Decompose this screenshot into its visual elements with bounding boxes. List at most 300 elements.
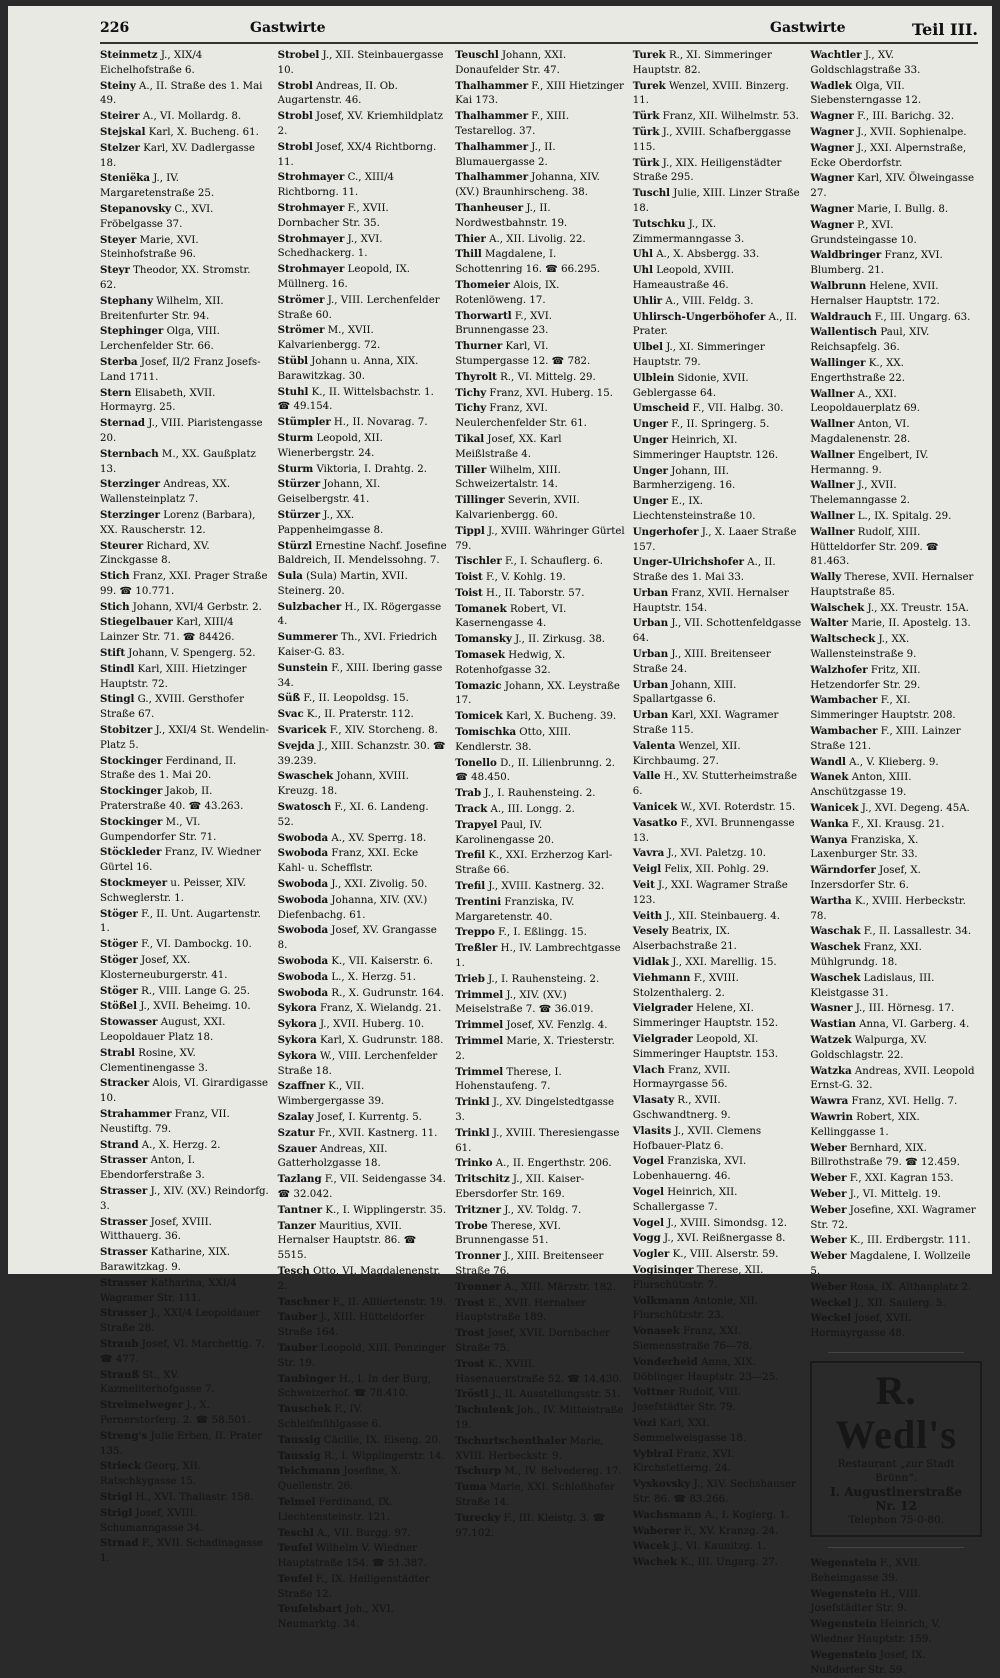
directory-entry: Türk J., XIX. Heiligenstädter Straße 295. [632, 156, 782, 184]
directory-entry: Tischler F., I. Schauflerg. 6. [455, 555, 603, 568]
directory-entry: Urban J., XIII. Breitenseer Straße 24. [632, 648, 771, 675]
directory-entry: Unger-Ulrichshofer A., II. Straße des 1. Mai 33. [632, 556, 776, 584]
directory-column-5-entries [810, 48, 982, 1342]
directory-entry: Swoboda Johanna, XIV. (XV.) Diefenbachg. 61. [277, 893, 428, 921]
directory-entry: Trobe Therese, XVI. Brunnengasse 51. [455, 1219, 561, 1247]
directory-entry: Tritzner J., XV. Toldg. 7. [455, 1203, 582, 1216]
directory-entry: Wärndorfer Josef, X. Inzersdorfer Str. 6. [810, 864, 921, 892]
directory-entry: Wartha K., XVIII. Herbeckstr. 78. [810, 894, 966, 922]
directory-entry: Swatosch F., XI. 6. Landeng. 52. [277, 801, 429, 828]
directory-entry: Tritschitz J., XII. Kaiser-Ebersdorfer Str. 169. [455, 1173, 585, 1200]
directory-entry: Wallner A., XXI. Leopoldauerplatz 69. [810, 387, 921, 415]
directory-entry: Strohmayer F., XVII. Dornbacher Str. 35. [277, 201, 389, 229]
directory-entry: Thyrolt R., VI. Mittelg. 29. [455, 370, 596, 383]
directory-entry: Taubinger H., I. In der Burg, Schweizerhof. ☎ 78.410. [277, 1372, 432, 1400]
directory-entry: Wawra Franz, XVI. Hellg. 7. [810, 1095, 958, 1108]
directory-entry: Teufelsbart Joh., XVI. Neumarktg. 34. [277, 1603, 394, 1631]
directory-entry: Uhlirsch-Ungerböhofer A., II. Prater. [632, 310, 797, 338]
directory-entry: Wastian Anna, VI. Garberg. 4. [810, 1018, 970, 1031]
directory-entry: Waschek Ladislaus, III. Kleistgasse 31. [810, 971, 935, 999]
directory-entry: Stürzer J., XX. Pappenheimgasse 8. [277, 508, 384, 536]
directory-entry: Swoboda K., VII. Kaiserstr. 6. [277, 955, 433, 968]
directory-entry: Vogler K., VIII. Alserstr. 59. [632, 1248, 779, 1261]
directory-entry: Veigl Felix, XII. Pohlg. 29. [632, 863, 769, 876]
directory-entry: Swoboda A., XV. Sperrg. 18. [277, 831, 427, 844]
directory-entry: Strohmayer Leopold, IX. Müllnerg. 16. [277, 263, 410, 290]
directory-entry: Strobl Josef, XV. Kriemhildplatz 2. [277, 110, 444, 137]
directory-entry: Turecky F., III. Kleistg. 3. ☎ 97.102. [455, 1511, 606, 1539]
directory-entry: Vozi Karl, XXI. Semmelweisgasse 18. [632, 1416, 747, 1444]
directory-entry: Summerer Th., XVI. Friedrich Kaiser-G. 83. [277, 631, 438, 659]
directory-entry: Wacek J., VI. Kaunitzg. 1. [632, 1540, 767, 1553]
directory-entry: Strobl Andreas, II. Ob. Augartenstr. 46. [277, 79, 398, 107]
directory-entry: Steniëka J., IV. Margaretenstraße 25. [100, 172, 215, 200]
directory-entry: Weber Rosa, IX. Althanplatz 2. [810, 1280, 972, 1293]
directory-entry: Thier A., XII. Livolig. 22. [455, 232, 586, 245]
page-header [100, 16, 978, 44]
directory-entry: Trentini Franziska, IV. Margaretenstr. 40. [455, 895, 575, 923]
directory-entry: Sula (Sula) Martin, XVII. Steinerg. 20. [277, 570, 408, 597]
directory-entry: Stracker Alois, VI. Girardigasse 10. [100, 1077, 269, 1105]
directory-entry: Vidlak J., XXI. Marellig. 15. [632, 956, 777, 969]
directory-entry: Thalhammer F., XIII Hietzinger Kai 173. [455, 79, 624, 107]
directory-entry: Sterba Josef, II/2 Franz Josefs-Land 1711. [100, 355, 261, 383]
directory-entry: Wallner Engelbert, IV. Hermanng. 9. [810, 448, 929, 476]
directory-entry: Trab J., I. Rauhensteing. 2. [455, 787, 596, 800]
directory-entry: Steyer Marie, XVI. Steinhofstraße 96. [100, 233, 199, 261]
directory-entry: Vlasits J., XVII. Clemens Hofbauer-Platz 6. [632, 1124, 762, 1152]
directory-entry: Wegenstein H., VIII. Josefstädter Str. 9. [810, 1587, 922, 1615]
directory-entry: Szaffner K., VII. Wimbergergasse 39. [277, 1080, 385, 1108]
directory-entry: Urban Karl, XXI. Wagramer Straße 115. [632, 709, 779, 737]
directory-entry: Stiegelbauer Karl, XIII/4 Lainzer Str. 71. ☎ 84426. [100, 616, 235, 644]
directory-entry: Wagner F., III. Barichg. 32. [810, 110, 955, 123]
directory-entry: Strahammer Franz, VII. Neustiftg. 79. [100, 1107, 230, 1135]
directory-entry: Straub Josef, VI. Marchettig. 7. ☎ 477. [100, 1337, 265, 1365]
directory-entry: Walzhofer Fritz, XII. Hetzendorfer Str. 29. [810, 663, 921, 691]
directory-entry: Wanicek J., XVI. Degeng. 45A. [810, 802, 970, 815]
directory-entry: Teichmann Josefine, X. Quellenstr. 26. [277, 1465, 402, 1493]
directory-entry: Taussig R., I. Wipplingerstr. 14. [277, 1449, 445, 1462]
directory-entry: Weber Bernhard, XIX. Billrothstraße 79. ☎ 12.459. [810, 1141, 960, 1169]
directory-entry: Thalhammer J., II. Blumauergasse 2. [455, 140, 556, 168]
directory-entry: Wegenstein F., XVII. Beheimgasse 39. [810, 1556, 922, 1584]
directory-entry: Strigl Josef, XVIII. Schumanngasse 34. [100, 1506, 204, 1534]
directory-entry: Sykora W., VIII. Lerchenfelder Straße 18. [277, 1049, 438, 1077]
directory-entry: Sternad J., VIII. Piaristengasse 20. [100, 417, 263, 444]
directory-entry: Trinko A., II. Engerthstr. 206. [455, 1157, 612, 1170]
directory-entry: Stümpler H., II. Novarag. 7. [277, 416, 428, 429]
directory-entry: Wagner P., XVI. Grundsteingasse 10. [810, 218, 917, 246]
directory-entry: Unger Johann, III. Barmherzigeng. 16. [632, 464, 736, 492]
directory-entry: Toist F., V. Kohlg. 19. [455, 571, 566, 584]
advertisement-box [810, 1361, 982, 1537]
directory-entry: Sykora Karl, X. Gudrunstr. 188. [277, 1034, 444, 1046]
directory-entry: Ulbel J., XI. Simmeringer Hauptstr. 79. [632, 341, 765, 368]
directory-entry: Vogel J., XVIII. Simondsg. 12. [632, 1216, 787, 1229]
directory-entry: Trimmel Josef, XV. Fenzlg. 4. [455, 1019, 608, 1032]
directory-entry: Teufel Wilhelm V. Wiedner Hauptstraße 154. ☎ 51.387. [277, 1542, 427, 1570]
directory-entry: Strobel J., XII. Steinbauergasse 10. [277, 49, 444, 76]
directory-entry: Wagner Marie, I. Bullg. 8. [810, 202, 949, 215]
directory-entry: Tillinger Severin, XVII. Kalvarienbergg. 60. [455, 494, 580, 521]
directory-entry: Strigl H., XVI. Thaliastr. 158. [100, 1490, 254, 1503]
directory-entry: Stockmeyer u. Peisser, XIV. Schweglerstr. 1. [100, 877, 246, 904]
directory-entry: Taussig Cäcilie, IX. Eiseng. 20. [277, 1433, 442, 1446]
directory-entry: Thalhammer Johanna, XIV. (XV.) Braunhirscheng. 38. [455, 171, 600, 199]
directory-entry: Unger F., II. Springerg. 5. [632, 418, 770, 431]
directory-entry: Tschulenk Joh., IV. Mitteistraße 19. [455, 1404, 624, 1431]
directory-entry: Streng's Julie Erben, II. Prater 135. [100, 1429, 263, 1457]
directory-entry: Vielgrader Helene, XI. Simmeringer Hauptstr. 152. [632, 1002, 779, 1030]
directory-entry: Wachtler J., XV. Goldschlagstraße 33. [810, 49, 921, 76]
directory-entry: Swoboda Franz, XXI. Ecke Kahl- u. Schefflstr. [277, 847, 419, 875]
directory-entry: Vasatko F., XVI. Brunnengasse 13. [632, 816, 795, 844]
directory-entry: Thorwartl F., XVI. Brunnengasse 23. [455, 309, 552, 337]
directory-entry: Urban J., VII. Schottenfeldgasse 64. [632, 617, 802, 645]
directory-entry: Teimel Ferdinand, IX. Liechtensteinstr. 121. [277, 1495, 393, 1523]
directory-entry: Tippl J., XVIII. Währinger Gürtel 79. [455, 524, 625, 552]
directory-entry: Strauß St., XV. Kazmeliterhofgasse 7. [100, 1368, 215, 1396]
directory-entry: Sykora J., XVII. Huberg. 10. [277, 1018, 425, 1031]
directory-entry: Walschek J., XX. Treustr. 15A. [810, 601, 969, 614]
directory-entry: Waldrauch F., III. Ungarg. 63. [810, 310, 971, 323]
directory-entry: Wagner J., XVII. Sophienalpe. [810, 125, 967, 138]
directory-entry: Tazlang F., VII. Seidengasse 34. ☎ 32.042. [277, 1173, 446, 1200]
directory-entry: Weber K., III. Erdbergstr. 111. [810, 1234, 971, 1247]
directory-entry: Vlach Franz, XVII. Hormayrgasse 56. [632, 1063, 731, 1091]
part-label: Teil III. [912, 20, 978, 39]
directory-entry: Svejda J., XIII. Schanzstr. 30. ☎ 39.239. [277, 739, 446, 767]
advertisement-title: R. Wedl's [835, 1367, 957, 1457]
directory-entry: Track A., III. Longg. 2. [455, 803, 575, 816]
directory-entry: Szatur Fr., XVII. Kastnerg. 11. [277, 1126, 438, 1139]
directory-entry: Stöger R., VIII. Lange G. 25. [100, 984, 251, 997]
page-number: 226 [100, 20, 130, 36]
directory-entry: Tauber J., XIII. Hütteldorfer Straße 164. [277, 1311, 425, 1339]
directory-entry: Uhl A., X. Absbergg. 33. [632, 248, 760, 261]
directory-entry: Sterzinger Lorenz (Barbara), XX. Rauscherstr. 12. [100, 508, 256, 536]
directory-entry: Stift Johann, V. Spengerg. 52. [100, 647, 256, 660]
directory-entry: Weber Josefine, XXI. Wagramer Str. 72. [810, 1203, 976, 1231]
directory-entry: Trefil J., XVIII. Kastnerg. 32. [455, 880, 605, 893]
directory-entry: Trimmel Marie, X. Triesterstr. 2. [455, 1035, 615, 1062]
directory-entry: Wachek K., III. Ungarg. 27. [632, 1556, 779, 1569]
directory-entry: Treppo F., I. Eßlingg. 15. [455, 926, 587, 939]
directory-entry: Stelzer Karl, XV. Dadlergasse 18. [100, 141, 255, 169]
directory-entry: Valle H., XV. Stutterheimstraße 6. [632, 770, 798, 798]
directory-entry: Toist H., II. Taborstr. 57. [455, 586, 585, 599]
directory-entry: Watzek Walpurga, XV. Goldschlagstr. 22. [810, 1034, 927, 1061]
directory-entry: Stephany Wilhelm, XII. Breitenfurter Str. 94. [100, 294, 224, 322]
directory-columns [100, 48, 982, 1676]
directory-entry: Vlasaty R., XVII. Gschwandtnerg. 9. [632, 1094, 731, 1121]
directory-entry: Vielgrader Leopold, XI. Simmeringer Hauptstr. 153. [632, 1033, 779, 1060]
directory-entry: Tonello D., II. Lilienbrunng. 2. ☎ 48.450. [455, 756, 616, 784]
directory-column-1 [100, 48, 272, 1565]
directory-entry: Steinmetz J., XIX/4 Eichelhofstraße 6. [100, 49, 203, 76]
directory-entry: Wallner Rudolf, XIII. Hütteldorfer Str. 209. ☎ 81.463. [810, 525, 939, 568]
directory-entry: Wambacher F., XI. Simmeringer Hauptstr. 208. [810, 694, 956, 722]
directory-entry: Vonasek Franz, XXI. Siemensstraße 76—78. [632, 1325, 753, 1352]
directory-entry: Thomeier Alois, IX. Rotenlöweng. 17. [455, 278, 560, 306]
directory-column-4 [632, 48, 805, 1569]
directory-entry: Tomicek Karl, X. Bucheng. 39. [455, 710, 617, 723]
directory-entry: Ungerhofer J., X. Laaer Straße 157. [632, 525, 797, 553]
directory-entry: Weber F., XXI. Kagran 153. [810, 1172, 954, 1185]
directory-entry: Tiller Wilhelm, XIII. Schweizertalstr. 14. [455, 463, 561, 491]
directory-entry: Walbrunn Helene, XVII. Hernalser Hauptstr. 172. [810, 279, 940, 307]
directory-entry: Stingl G., XVIII. Gersthofer Straße 67. [100, 693, 244, 721]
directory-entry: Wasner J., III. Hörnesg. 17. [810, 1002, 955, 1015]
directory-entry: Swoboda J., XXI. Zivolig. 50. [277, 878, 428, 891]
directory-entry: Sturm Leopold, XII. Wienerbergstr. 24. [277, 431, 383, 459]
directory-entry: Wallner L., IX. Spitalg. 29. [810, 509, 952, 522]
directory-entry: Vogel Heinrich, XII. Schallergasse 7. [632, 1185, 738, 1213]
directory-entry: Vyskovsky J., XIV. Sechshauser Str. 86. ☎ 83.266. [632, 1478, 796, 1505]
directory-entry: Waberer F., XV. Kranzg. 24. [632, 1524, 779, 1537]
directory-entry: Stejskal Karl, X. Bucheng. 61. [100, 125, 259, 138]
directory-entry: Tronner A., XIII. Märzstr. 182. [455, 1280, 616, 1293]
directory-entry: Trapyel Paul, IV. Karolinengasse 20. [455, 818, 555, 846]
directory-entry: Weckel Josef, XVII. Hormayrgasse 48. [810, 1312, 912, 1340]
directory-entry: Trimmel J., XIV. (XV.) Meiselstraße 7. ☎ 36.019. [455, 988, 594, 1016]
directory-entry: Streimelweger J., X. Pernerstorferg. 2. ☎ 58.501. [100, 1399, 251, 1426]
directory-entry: Tomazic Johann, XX. Leystraße 17. [455, 679, 620, 707]
directory-entry: Strand A., X. Herzg. 2. [100, 1138, 221, 1151]
advertisement-line-1: Restaurant „zur Stadt Brünn“. [837, 1457, 955, 1484]
advertisement-line-2: I. Augustinerstraße Nr. 12 [830, 1484, 963, 1513]
separator-rule-2 [828, 1547, 964, 1548]
directory-entry: Uhl Leopold, XVIII. Hameaustraße 46. [632, 264, 734, 291]
directory-entry: Stobitzer J., XXI/4 St. Wendelin-Platz 5. [100, 724, 269, 751]
directory-entry: Valenta Wenzel, XII. Kirchbaumg. 27. [632, 739, 741, 767]
directory-entry: Wanka F., XI. Krausg. 21. [810, 817, 945, 830]
advertisement-line-3: Telephon 75-0-80. [848, 1513, 945, 1526]
directory-entry: Teufel F., IX. Heiligenstädter Straße 12. [277, 1572, 430, 1600]
directory-entry: Uhlir A., VIII. Feldg. 3. [632, 294, 754, 307]
directory-entry: Stöger F., II. Unt. Augartenstr. 1. [100, 907, 261, 935]
directory-entry: Tesch Otto, VI. Magdalenenstr. 2. [277, 1264, 441, 1292]
directory-entry: Süß F., II. Leopoldsg. 15. [277, 692, 409, 705]
directory-entry: Unger Heinrich, XI. Simmeringer Hauptstr. 126. [632, 433, 779, 461]
directory-entry: Veith J., XII. Steinbauerg. 4. [632, 909, 780, 922]
directory-entry: Weber Magdalene, I. Wollzeile 5. [810, 1250, 971, 1277]
directory-entry: Stephinger Olga, VIII. Lerchenfelder Str. 66. [100, 325, 220, 353]
directory-entry: Vogisinger Therese, XII. Flurschützstr. 7. [632, 1263, 764, 1291]
directory-entry: Thurner Karl, VI. Stumpergasse 12. ☎ 782. [455, 340, 591, 367]
directory-entry: Swoboda R., X. Gudrunstr. 164. [277, 986, 444, 999]
directory-entry: Trimmel Therese, I. Hohenstaufeng. 7. [455, 1065, 562, 1093]
directory-entry: Wegenstein Josef, IX. Nußdorfer Str. 59. [810, 1648, 926, 1676]
directory-entry: Urban Franz, XVII. Hernalser Hauptstr. 154. [632, 586, 789, 614]
directory-entry: Wanek Anton, XIII. Anschützgasse 19. [810, 771, 912, 799]
directory-entry: Tomanek Robert, VI. Kasernengasse 4. [455, 602, 567, 630]
directory-entry: Tuma Marie, XXI. Schloßhofer Straße 14. [455, 1481, 615, 1508]
directory-entry: Vybiral Franz, XVI. Kirchstetterng. 24. [632, 1447, 735, 1475]
directory-entry: Sterzinger Andreas, XX. Wallensteinplatz 7. [100, 478, 231, 506]
directory-entry: Ulblein Sidonie, XVII. Geblergasse 64. [632, 371, 749, 399]
directory-entry: Volkmann Antonie, XII. Flurschützstr. 23. [632, 1294, 758, 1322]
directory-entry: Stockinger Ferdinand, II. Straße des 1. Mai 20. [100, 754, 237, 782]
directory-column-2 [277, 48, 450, 1631]
directory-entry: Strnad F., XVII. Schadinagasse 1. [100, 1537, 263, 1565]
directory-entry: Strasser Katharina, XXI/4 Wagramer Str. 111. [100, 1276, 237, 1304]
directory-entry: Teschl A., VII. Burgg. 97. [277, 1526, 411, 1539]
directory-entry: Stübl Johann u. Anna, XIX. Barawitzkag. 30. [277, 354, 419, 382]
directory-entry: Waldbringer Franz, XVI. Blumberg. 21. [810, 249, 943, 277]
directory-entry: Wanya Franziska, X. Laxenburger Str. 33. [810, 833, 919, 861]
directory-entry: Swoboda L., X. Herzg. 51. [277, 970, 416, 983]
directory-entry: Tichy Franz, XVI. Huberg. 15. [455, 386, 614, 399]
directory-entry: Steyr Theodor, XX. Stromstr. 62. [100, 264, 251, 291]
directory-entry: Svac K., II. Praterstr. 112. [277, 708, 414, 721]
directory-entry: Vogel Franziska, XVI. Lobenhauerng. 46. [632, 1155, 747, 1183]
directory-entry: Tichy Franz, XVI. Neulerchenfelder Str. 61. [455, 402, 587, 430]
directory-entry: Szalay Josef, I. Kurrentg. 5. [277, 1110, 422, 1123]
directory-entry: Wawrin Robert, XIX. Kellinggasse 1. [810, 1110, 920, 1138]
directory-entry: Waschek Franz, XXI. Mühlgrundg. 18. [810, 941, 922, 969]
directory-entry: Strabl Rosine, XV. Clementinengasse 3. [100, 1046, 208, 1074]
directory-entry: Wallner J., XVII. Thelemanngasse 2. [810, 479, 910, 507]
directory-entry: Szauer Andreas, XII. Gatterholzgasse 18. [277, 1142, 388, 1170]
directory-entry: Viehmann F., XVIII. Stolzenthalerg. 2. [632, 971, 739, 999]
directory-entry: Vogg J., XVI. Reißnergasse 8. [632, 1232, 786, 1245]
directory-entry: Waltscheck J., XX. Wallensteinstraße 9. [810, 633, 917, 661]
directory-entry: Tomansky J., II. Zirkusg. 38. [455, 633, 606, 646]
directory-entry: Stowasser August, XXI. Leopoldauer Platz 18. [100, 1016, 226, 1043]
directory-entry: Strasser J., XIV. (XV.) Reindorfg. 3. [100, 1184, 269, 1212]
directory-entry: Thalhammer F., XIII. Testarellog. 37. [455, 110, 570, 137]
directory-entry: Turek Wenzel, XVIII. Binzerg. 11. [632, 79, 789, 107]
directory-page [8, 6, 992, 1676]
directory-entry: Wallner Anton, VI. Magdalenenstr. 28. [810, 418, 911, 445]
directory-entry: Wagner Karl, XIV. Ölweingasse 27. [810, 172, 975, 200]
directory-entry: Stöger Josef, XX. Klosterneuburgerstr. 41. [100, 954, 228, 981]
directory-entry: Strömer J., VIII. Lerchenfelder Straße 60. [277, 293, 440, 321]
directory-entry: Trinkl J., XV. Dingelstedtgasse 3. [455, 1096, 615, 1123]
directory-entry: Sternbach M., XX. Gaußplatz 13. [100, 447, 256, 475]
directory-entry: Thanheuser J., II. Nordwestbahnstr. 19. [455, 201, 568, 229]
directory-entry: Trost K., XVIII. Hasenauerstraße 52. ☎ 14.430. [455, 1357, 623, 1385]
directory-entry: Tauber Leopold, XIII. Penzinger Str. 19. [277, 1341, 446, 1369]
directory-entry: Weber J., VI. Mittelg. 19. [810, 1187, 941, 1200]
directory-entry: Vavra J., XVI. Paletzg. 10. [632, 847, 767, 860]
directory-entry: Wadlek Olga, VII. Siebensterngasse 12. [810, 79, 922, 107]
directory-entry: Tomischka Otto, XIII. Kendlerstr. 38. [455, 726, 572, 753]
directory-entry: Tomasek Hedwig, X. Rotenhofgasse 32. [455, 649, 566, 676]
directory-entry: Stern Elisabeth, XVII. Hormayrg. 25. [100, 386, 216, 414]
directory-entry: Teuschl Johann, XXI. Donaufelder Str. 47. [455, 49, 567, 76]
directory-entry: Sykora Franz, X. Wielandg. 21. [277, 1002, 442, 1015]
directory-entry: Watzka Andreas, XVII. Leopold Ernst-G. 32. [810, 1064, 975, 1092]
directory-entry: Weckel J., XII. Saulerg. 5. [810, 1296, 946, 1309]
directory-entry: Trieb J., I. Rauhensteing. 2. [455, 972, 600, 985]
directory-entry: Strobl Josef, XX/4 Richtborng. 11. [277, 140, 437, 168]
directory-entry: Svaricek F., XIV. Storcheng. 8. [277, 724, 438, 737]
directory-entry: Wachsmann A., I. Koglerg. 1. [632, 1508, 790, 1521]
directory-entry: Stöckleder Franz, IV. Wiedner Gürtel 16. [100, 846, 261, 874]
directory-entry: Stepanovsky C., XVI. Fröbelgasse 37. [100, 202, 214, 230]
directory-entry: Strasser Josef, XVIII. Witthauerg. 36. [100, 1215, 212, 1243]
directory-entry: Stockinger M., VI. Gumpendorfer Str. 71. [100, 815, 217, 843]
directory-entry: Vottner Rudolf, VIII. Josefstädter Str. 79. [632, 1386, 742, 1414]
directory-entry: Strohmayer C., XIII/4 Richtborng. 11. [277, 171, 394, 199]
directory-entry: Wally Therese, XVII. Hernalser Hauptstraße 85. [810, 571, 974, 598]
directory-entry: Stößel J., XVII. Beheimg. 10. [100, 1000, 251, 1013]
directory-entry: Wagner J., XXI. Alpernstraße, Ecke Oberdorfstr. [810, 141, 967, 169]
directory-entry: Stöger F., VI. Dambockg. 10. [100, 938, 252, 951]
directory-entry: Trost Josef, XVII. Dornbacher Straße 75. [455, 1327, 610, 1354]
directory-entry: Strieck Georg, XII. Ratschkygasse 15. [100, 1460, 201, 1488]
directory-entry: Stich Franz, XXI. Prager Straße 99. ☎ 10.771. [100, 570, 268, 597]
directory-entry: Vonderheid Anna, XIX. Döblinger Hauptstr. 23—25. [632, 1355, 779, 1383]
directory-column-5 [810, 48, 982, 1676]
directory-entry: Stindl Karl, XIII. Hietzinger Hauptstr. 72. [100, 662, 247, 690]
directory-entry: Urban Johann, XIII. Spallartgasse 6. [632, 678, 737, 706]
directory-entry: Swaschek Johann, XVIII. Kreuzg. 18. [277, 770, 409, 798]
directory-entry: Waschak F., II. Lassallestr. 34. [810, 925, 972, 938]
directory-entry: Tschurtschenthaler Marie, XVIII. Herbeckstr. 9. [455, 1434, 604, 1462]
directory-entry: Wallentisch Paul, XIV. Reichsapfelg. 36. [810, 326, 930, 354]
directory-column-5-entries-after-ad [810, 1556, 982, 1678]
directory-entry: Sturm Viktoria, I. Drahtg. 2. [277, 462, 427, 475]
directory-entry: Trinkl J., XVIII. Theresiengasse 61. [455, 1126, 620, 1154]
directory-entry: Thill Magdalene, I. Schottenring 16. ☎ 66.295. [455, 248, 601, 276]
directory-entry: Strasser J., XXI/4 Leopoldauer Straße 28. [100, 1307, 261, 1335]
directory-entry: Tutschku J., IX. Zimmermanngasse 3. [632, 217, 745, 245]
directory-entry: Umscheid F., VII. Halbg. 30. [632, 402, 784, 415]
directory-entry: Sulzbacher H., IX. Rögergasse 4. [277, 600, 442, 628]
directory-entry: Wallinger K., XX. Engerthstraße 22. [810, 356, 905, 384]
directory-entry: Unger E., IX. Liechtensteinstraße 10. [632, 495, 756, 522]
directory-entry: Tronner J., XIII. Breitenseer Straße 76. [455, 1250, 604, 1277]
directory-entry: Türk J., XVIII. Schafberggasse 115. [632, 125, 791, 153]
directory-entry: Steirer A., VI. Mollardg. 8. [100, 110, 242, 123]
directory-entry: Walter Marie, II. Apostelg. 13. [810, 617, 971, 630]
directory-entry: Vanicek W., XVI. Roterdstr. 15. [632, 801, 796, 814]
directory-entry: Stuhl K., II. Wittelsbachstr. 1. ☎ 49.154. [277, 385, 434, 413]
directory-entry: Tröstl J., II. Ausstellungsstr. 51. [455, 1388, 621, 1401]
directory-entry: Taschner F., II. Alliiertenstr. 19. [277, 1295, 447, 1308]
directory-entry: Strasser Katharine, XIX. Barawitzkag. 9. [100, 1246, 230, 1273]
directory-entry: Tuschl Julie, XIII. Linzer Straße 18. [632, 187, 800, 214]
directory-entry: Strasser Anton, I. Ebendorferstraße 3. [100, 1154, 205, 1182]
directory-entry: Wambacher F., XIII. Lainzer Straße 121. [810, 725, 961, 752]
directory-entry: Türk Franz, XII. Wilhelmstr. 53. [632, 110, 799, 123]
directory-entry: Stich Johann, XVI/4 Gerbstr. 2. [100, 600, 262, 613]
directory-entry: Steurer Richard, XV. Zinckgasse 8. [100, 539, 210, 567]
directory-entry: Tikal Josef, XX. Karl Meißlstraße 4. [455, 432, 562, 460]
directory-entry: Trost E., XVII. Hernalser Hauptstraße 189. [455, 1296, 586, 1324]
directory-entry: Stürzl Ernestine Nachf. Josefine Baldreich, II. Mendelssohng. 7. [277, 539, 447, 567]
directory-entry: Tantner K., I. Wipplingerstr. 35. [277, 1203, 447, 1216]
directory-entry: Wegenstein Heinrich, V. Wiedner Hauptstr. 159. [810, 1618, 941, 1645]
directory-entry: Tauschek F., IV. Schleifmühlgasse 6. [277, 1403, 382, 1430]
section-title-left: Gastwirte [250, 20, 326, 36]
section-title-right: Gastwirte [770, 20, 846, 36]
directory-entry: Steiny A., II. Straße des 1. Mai 49. [100, 79, 263, 107]
directory-entry: Wandl A., V. Klieberg. 9. [810, 755, 939, 768]
directory-entry: Stürzer Johann, XI. Geiselbergstr. 41. [277, 478, 381, 506]
directory-entry: Stockinger Jakob, II. Praterstraße 40. ☎ 43.263. [100, 785, 244, 813]
separator-rule [828, 1352, 964, 1353]
directory-entry: Treßler H., IV. Lambrechtgasse 1. [455, 942, 621, 970]
directory-entry: Strohmayer J., XVI. Schedhackerg. 1. [277, 232, 383, 260]
directory-entry: Veit J., XXI. Wagramer Straße 123. [632, 879, 788, 906]
directory-entry: Tanzer Mauritius, XVII. Hernalser Hauptstr. 86. ☎ 5515. [277, 1219, 417, 1262]
directory-column-3 [455, 48, 627, 1539]
